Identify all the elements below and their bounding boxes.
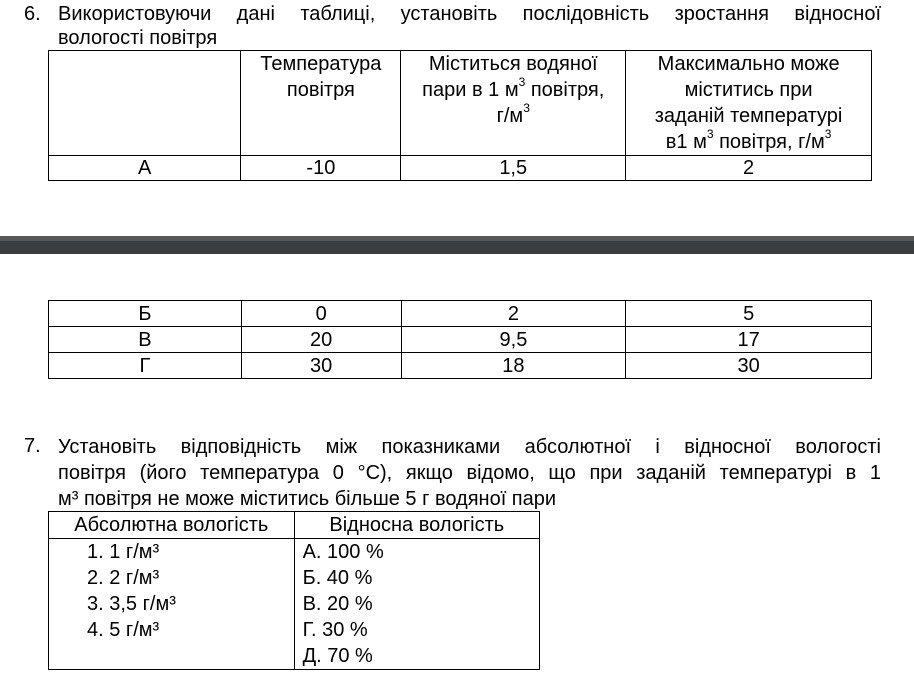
header-temperature-line-1: Температура bbox=[260, 53, 382, 75]
row-label: В bbox=[49, 327, 242, 353]
row-max: 30 bbox=[626, 353, 872, 379]
list-item: 4. 5 г/м³ bbox=[87, 619, 160, 641]
row-label: А bbox=[49, 156, 241, 181]
relative-humidity-list bbox=[294, 539, 539, 670]
table-row bbox=[49, 327, 872, 353]
row-temperature: 20 bbox=[241, 327, 401, 353]
header-temperature-line-2: повітря bbox=[286, 79, 355, 101]
header-max-content bbox=[626, 51, 872, 156]
row-water: 2 bbox=[401, 301, 626, 327]
header-empty-cell bbox=[49, 51, 241, 156]
header-water-line-1: Міститься водяної bbox=[428, 53, 598, 75]
list-item: Д. 70 % bbox=[302, 645, 373, 667]
table-header-row bbox=[49, 51, 872, 156]
question-6-text-line-2: вологості повітря bbox=[58, 27, 218, 49]
absolute-humidity-list bbox=[49, 539, 295, 670]
list-item: А. 100 % bbox=[302, 541, 384, 563]
header-max-line-3: заданій температурі bbox=[654, 105, 843, 127]
row-max: 2 bbox=[626, 156, 872, 181]
list-item: Г. 30 % bbox=[302, 619, 368, 641]
list-item: 3. 3,5 г/м³ bbox=[87, 593, 176, 615]
header-water-line-2: пари в 1 $м^3$ повітря, bbox=[422, 75, 605, 101]
row-temperature: 30 bbox=[241, 353, 401, 379]
row-water: 9,5 bbox=[401, 327, 626, 353]
question-6-table-bottom bbox=[48, 300, 872, 379]
question-7-number: 7. bbox=[24, 435, 41, 457]
header-max-line-4: в1 $м^3$ повітря, $г/м^3$ bbox=[665, 127, 832, 153]
header-water-line-3: $г/м^3$ bbox=[496, 101, 530, 127]
list-item: В. 20 % bbox=[302, 593, 373, 615]
list-item: 2. 2 г/м³ bbox=[87, 567, 160, 589]
table-header-row bbox=[49, 512, 540, 539]
question-6-table-top bbox=[48, 50, 872, 181]
header-relative-humidity: Відносна вологість bbox=[294, 512, 539, 539]
question-6-text bbox=[58, 2, 881, 50]
row-max: 5 bbox=[626, 301, 872, 327]
question-6-text-line-1: Використовуючи дані таблиці, установіть послідовність зростання відносної bbox=[58, 3, 881, 25]
question-7-text-line-3: м³ повітря не може міститись більше 5 г водяної пари bbox=[58, 488, 557, 510]
question-7-table bbox=[48, 511, 540, 670]
table-row bbox=[49, 301, 872, 327]
header-water-content bbox=[401, 51, 626, 156]
row-water: 18 bbox=[401, 353, 626, 379]
table-row bbox=[49, 353, 872, 379]
header-max-line-2: міститись при bbox=[684, 79, 813, 101]
row-max: 17 bbox=[626, 327, 872, 353]
table-row bbox=[49, 539, 540, 670]
header-max-line-1: Максимально може bbox=[657, 53, 840, 75]
page-divider-bar bbox=[0, 236, 914, 254]
header-absolute-humidity: Абсолютна вологість bbox=[49, 512, 295, 539]
question-7-text-line-2: повітря (його температура 0 °С), якщо відомо, що при заданій температурі в 1 bbox=[58, 462, 881, 484]
row-temperature: -10 bbox=[241, 156, 401, 181]
question-6-number: 6. bbox=[24, 3, 41, 25]
table-row bbox=[49, 156, 872, 181]
header-temperature bbox=[241, 51, 401, 156]
list-item: 1. 1 г/м³ bbox=[87, 541, 160, 563]
row-water: 1,5 bbox=[401, 156, 626, 181]
list-item: Б. 40 % bbox=[302, 567, 373, 589]
question-7-text bbox=[58, 434, 881, 512]
row-temperature: 0 bbox=[241, 301, 401, 327]
question-7-text-line-1: Установіть відповідність між показниками абсолютної і відносної вологості bbox=[58, 436, 881, 458]
row-label: Б bbox=[49, 301, 242, 327]
row-label: Г bbox=[49, 353, 242, 379]
